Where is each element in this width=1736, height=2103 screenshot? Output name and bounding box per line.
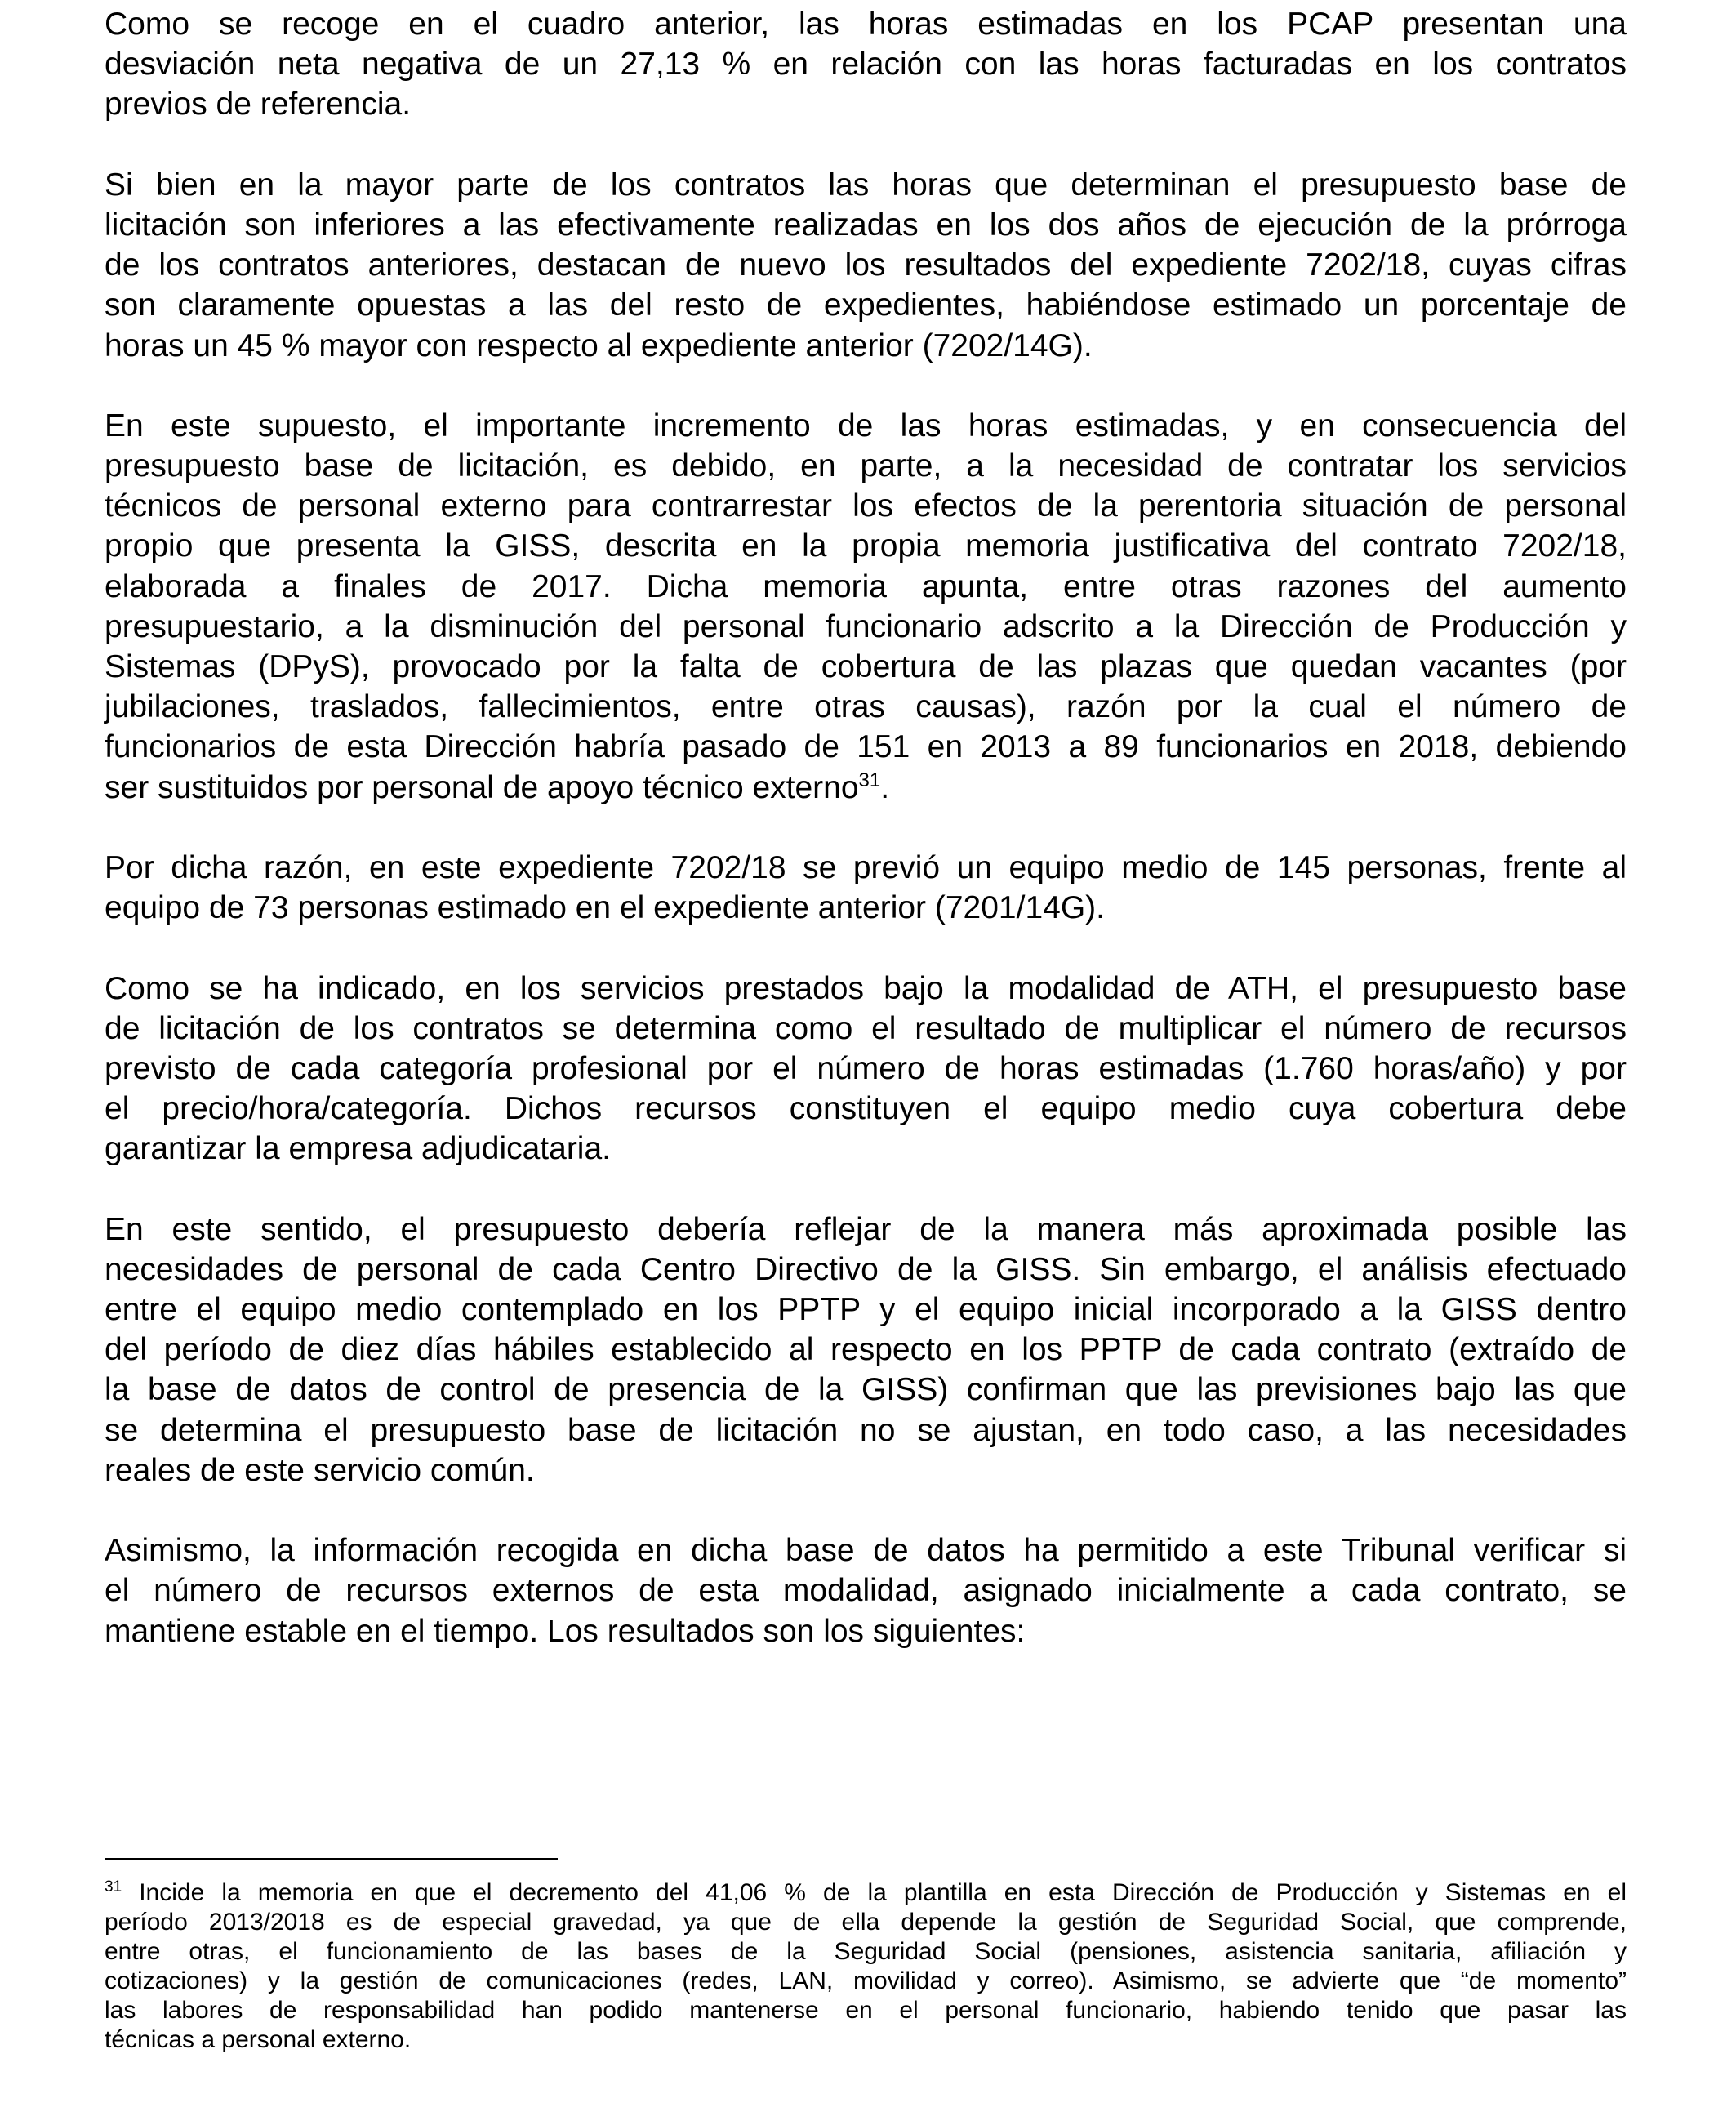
text-line-content: ser sustituidos por personal de apoyo técnico externo (105, 769, 859, 805)
footnote-number: 31 (105, 1878, 122, 1896)
text-line (105, 245, 1627, 285)
footnote-line-content: entre otras, el funcionamiento de las bases de la Seguridad Social (pensiones, asistencia sanitaria, afiliación y (105, 1938, 1627, 1965)
text-line-content: desviación neta negativa de un 27,13 % en relación con las horas facturadas en los contratos (105, 47, 1627, 82)
footnote-separator (105, 1858, 558, 1860)
paragraph (105, 1210, 1627, 1490)
text-line-content: se determina el presupuesto base de licitación no se ajustan, en todo caso, a las necesidades (105, 1412, 1627, 1448)
text-line-content: de licitación de los contratos se determina como el resultado de multiplicar el número de recursos (105, 1010, 1627, 1046)
footnote-line (105, 1908, 1627, 1937)
text-line (105, 526, 1627, 566)
paragraph (105, 4, 1627, 125)
footnote-line (105, 2025, 1627, 2055)
text-line (105, 647, 1627, 687)
text-line (105, 285, 1627, 325)
text-line (105, 567, 1627, 607)
text-line-content: del período de diez días hábiles establecido al respecto en los PPTP de cada contrato (extraído de (105, 1332, 1627, 1368)
paragraph (105, 969, 1627, 1170)
footnote-line-content: las labores de responsabilidad han podido mantenerse en el personal funcionario, habiendo tenido que pasar las (105, 1997, 1627, 2024)
paragraph (105, 406, 1627, 808)
text-line-content: presupuestario, a la disminución del personal funcionario adscrito a la Dirección de Producción y (105, 608, 1627, 644)
text-line (105, 4, 1627, 44)
footnote-line (105, 1996, 1627, 2025)
text-line (105, 969, 1627, 1009)
text-line (105, 1250, 1627, 1290)
text-line-content: Por dicha razón, en este expediente 7202/18 se previó un equipo medio de 145 personas, frente al (105, 849, 1627, 885)
text-line-content: Como se ha indicado, en los servicios prestados bajo la modalidad de ATH, el presupuesto base (105, 970, 1627, 1006)
text-line (105, 446, 1627, 486)
text-line-content: Como se recoge en el cuadro anterior, las horas estimadas en los PCAP presentan una (105, 7, 1627, 42)
footnote-line-content: técnicas a personal externo. (105, 2026, 412, 2053)
text-line (105, 1330, 1627, 1370)
text-line (105, 1009, 1627, 1049)
footnotes (105, 1878, 1627, 2055)
text-line-content: garantizar la empresa adjudicataria. (105, 1131, 612, 1167)
text-line (105, 607, 1627, 647)
text-line-content: de los contratos anteriores, destacan de nuevo los resultados del expediente 7202/18, cuyas cifras (105, 247, 1627, 283)
text-line-content: reales de este servicio común. (105, 1452, 535, 1488)
text-line-content: equipo de 73 personas estimado en el expediente anterior (7201/14G). (105, 890, 1105, 926)
text-line (105, 1410, 1627, 1450)
text-line (105, 888, 1627, 928)
text-line (105, 1370, 1627, 1410)
text-line (105, 326, 1627, 366)
text-line (105, 1129, 1627, 1169)
text-line-content: necesidades de personal de cada Centro Directivo de la GISS. Sin embargo, el análisis efectuado (105, 1251, 1627, 1287)
text-line (105, 1049, 1627, 1089)
text-line-content: jubilaciones, traslados, fallecimientos, entre otras causas), razón por la cual el número de (105, 689, 1627, 725)
text-line-content: el precio/hora/categoría. Dichos recursos constituyen el equipo medio cuya cobertura debe (105, 1091, 1627, 1127)
punctuation: . (880, 769, 890, 805)
paragraph (105, 848, 1627, 928)
text-line (105, 687, 1627, 727)
text-line-content: mantiene estable en el tiempo. Los resultados son los siguientes: (105, 1613, 1026, 1649)
document-body (105, 4, 1627, 1691)
text-line-content: funcionarios de esta Dirección habría pasado de 151 en 2013 a 89 funcionarios en 2018, debiendo (105, 729, 1627, 765)
text-line (105, 486, 1627, 526)
text-line-content: propio que presenta la GISS, descrita en la propia memoria justificativa del contrato 7202/18, (105, 528, 1627, 564)
text-line-content: entre el equipo medio contemplado en los PPTP y el equipo inicial incorporado a la GISS dentro (105, 1292, 1627, 1327)
text-line (105, 165, 1627, 205)
text-line-content: En este supuesto, el importante incremento de las horas estimadas, y en consecuencia del (105, 408, 1627, 443)
text-line-content: licitación son inferiores a las efectivamente realizadas en los dos años de ejecución de la prórroga (105, 207, 1627, 243)
footnote-line (105, 1937, 1627, 1967)
text-line-content: elaborada a finales de 2017. Dicha memoria apunta, entre otras razones del aumento (105, 568, 1627, 604)
text-line-content: el número de recursos externos de esta modalidad, asignado inicialmente a cada contrato, se (105, 1573, 1627, 1609)
paragraph (105, 165, 1627, 366)
text-line (105, 1290, 1627, 1330)
text-line (105, 848, 1627, 888)
text-line-content: horas un 45 % mayor con respecto al expediente anterior (7202/14G). (105, 327, 1093, 363)
text-line-content: En este sentido, el presupuesto debería reflejar de la manera más aproximada posible las (105, 1211, 1627, 1247)
text-line (105, 1089, 1627, 1129)
text-line-content: Asimismo, la información recogida en dicha base de datos ha permitido a este Tribunal verificar si (105, 1533, 1627, 1569)
text-line (105, 84, 1627, 124)
footnote-line (105, 1967, 1627, 1996)
text-line-content: Si bien en la mayor parte de los contratos las horas que determinan el presupuesto base de (105, 167, 1627, 203)
text-line-content: técnicos de personal externo para contrarrestar los efectos de la perentoria situación de personal (105, 488, 1627, 524)
text-line (105, 205, 1627, 245)
text-line (105, 1611, 1627, 1651)
text-line (105, 406, 1627, 446)
text-line-content: Sistemas (DPyS), provocado por la falta de cobertura de las plazas que quedan vacantes (por (105, 649, 1627, 684)
text-line (105, 727, 1627, 767)
text-line (105, 768, 1627, 808)
text-line (105, 44, 1627, 84)
text-line-content: presupuesto base de licitación, es debido, en parte, a la necesidad de contratar los servicios (105, 448, 1627, 484)
text-line (105, 1530, 1627, 1571)
paragraph (105, 1530, 1627, 1651)
text-line-content: la base de datos de control de presencia de la GISS) confirman que las previsiones bajo las que (105, 1372, 1627, 1408)
footnote-line (105, 1878, 1627, 1908)
text-line-content: previsto de cada categoría profesional por el número de horas estimadas (1.760 horas/año) y por (105, 1050, 1627, 1086)
text-line (105, 1210, 1627, 1250)
text-line (105, 1450, 1627, 1490)
text-line-content: son claramente opuestas a las del resto de expedientes, habiéndose estimado un porcentaje de (105, 287, 1627, 323)
footnote-line-content: período 2013/2018 es de especial gravedad, ya que de ella depende la gestión de Seguridad Social, que comprende, (105, 1909, 1627, 1936)
text-line (105, 1571, 1627, 1611)
text-line-content: previos de referencia. (105, 87, 412, 123)
footnote-line-content: Incide la memoria en que el decremento del 41,06 % de la plantilla en esta Dirección de Producción y Sistemas en el (139, 1879, 1627, 1906)
footnote-line-content: cotizaciones) y la gestión de comunicaciones (redes, LAN, movilidad y correo). Asimismo, se advierte que “de momento” (105, 1967, 1627, 1994)
footnote-reference[interactable]: 31 (858, 769, 881, 791)
